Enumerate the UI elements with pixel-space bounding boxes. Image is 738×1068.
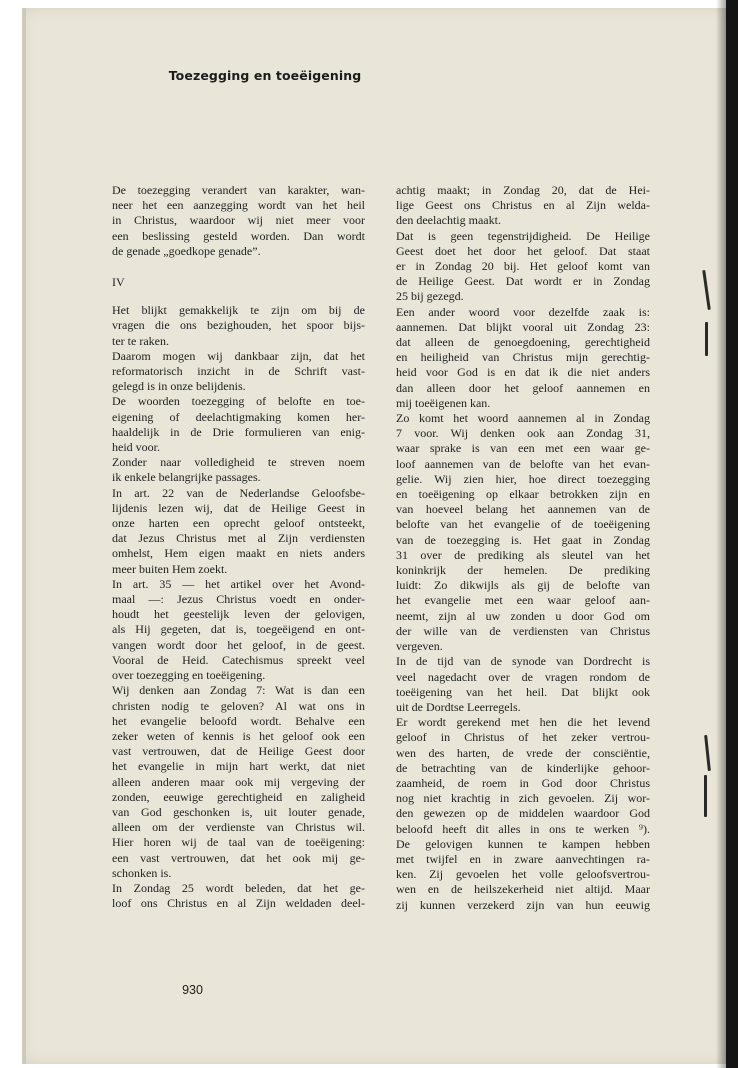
text-line: Dat is geen tegenstrijdigheid. De Heilige [396, 228, 650, 243]
binding-shadow [716, 0, 726, 1068]
text-line: reformatorisch inzicht in de Schrift vast- [112, 364, 365, 379]
text-line: de Heilige Geest. Dat wordt er in Zondag [396, 274, 650, 289]
text-line: zonden, eeuwige gerechtigheid en zaligheid [112, 789, 365, 804]
text-line: Het blijkt gemakkelijk te zijn om bij de [112, 303, 365, 318]
text-line: Er wordt gerekend met hen die het levend [396, 715, 650, 730]
text-line: er in Zondag 20 bij. Het geloof komt van [396, 259, 650, 274]
text-line: een vast vertrouwen, dat het ook mij ge- [112, 850, 365, 865]
text-line: koninkrijk der hemelen. De prediking [396, 563, 650, 578]
text-line: uit de Dordtse Leerregels. [396, 699, 521, 714]
binding-edge [726, 0, 738, 1068]
text-line: en toeëigening op elkaar betrokken zijn en [396, 487, 650, 502]
text-line: vragen die ons bezighouden, het spoor bijs- [112, 318, 365, 333]
text-line: loof aannemen van de belofte van het evan- [396, 456, 650, 471]
section-heading: IV [112, 275, 125, 290]
text-line: alleen om der verdienste van Christus wil. [112, 820, 365, 835]
text-line: Een ander woord voor dezelfde zaak is: [396, 304, 650, 319]
text-line: den deelachtig maakt. [396, 213, 501, 228]
text-line: zij kunnen verzekerd zijn van hun eeuwig [396, 897, 650, 912]
text-line: vangen wordt door het geloof, in de geest. [112, 637, 365, 652]
text-line: beloofd heeft dit alles in ons te werken ⁹). [396, 821, 650, 836]
text-line: zaamheid, de roem in God door Christus [396, 775, 650, 790]
text-line: van de toezegging is. Het gaat in Zondag [396, 532, 650, 547]
text-line: dat alleen de genoegdoening, gerechtigheid [396, 335, 650, 350]
text-line: eigening of deelachtigmaking komen her- [112, 409, 365, 424]
text-line: belofte van het evangelie of de toeëigening [396, 517, 650, 532]
text-line: lijdenis lezen wij, dat de Heilige Geest in [112, 500, 365, 515]
text-line: over toezegging en toeëigening. [112, 668, 266, 683]
text-line: Zonder naar volledigheid te streven noem [112, 455, 365, 470]
text-line: In art. 22 van de Nederlandse Geloofsbe- [112, 485, 365, 500]
text-line: toeëigening van het heil. Dat blijkt ook [396, 684, 650, 699]
margin-pencil-mark [704, 775, 707, 817]
text-line: Geest doet het door het geloof. Dat staat [396, 243, 650, 258]
margin-pencil-mark [705, 322, 708, 356]
text-line: meer buiten Hem zoekt. [112, 561, 228, 576]
text-line: Hier horen wij de taal van de toeëigening: [112, 835, 365, 850]
text-line: van hoeveel belang het aannemen van de [396, 502, 650, 517]
text-line: vergeven. [396, 639, 443, 654]
text-line: achtig maakt; in Zondag 20, dat de Hei- [396, 183, 650, 197]
text-line: lige Geest ons Christus en al Zijn welda- [396, 198, 650, 213]
text-line: Zo komt het woord aannemen al in Zondag [396, 411, 650, 426]
text-line: gelie. Wij zien hier, hoe direct toezegging [396, 471, 650, 486]
text-line: wen des harten, de vrede der consciëntie, [396, 745, 650, 760]
text-line: het evangelie in mijn hart werkt, dat niet [112, 759, 365, 774]
text-line: alleen anderen maar ook mij vergeving der [112, 774, 365, 789]
left-text-column [112, 183, 365, 911]
text-line: wen en de heilszekerheid niet altijd. Maar [396, 882, 650, 897]
text-line: zeker weten of kennis is het geloof ook een [112, 728, 365, 743]
running-head: Toezegging en toeëigening [168, 68, 362, 83]
text-line: geloof in Christus of het zeker vertrou- [396, 730, 650, 745]
text-line: 31 over de prediking als sleutel van het [396, 547, 650, 562]
right-text-column [396, 183, 650, 913]
text-line: christen nodig te geloven? Al wat ons in [112, 698, 365, 713]
text-line: omhelst, Hem eigen maakt en niets anders [112, 546, 365, 561]
text-line: In Zondag 25 wordt beleden, dat het ge- [112, 880, 365, 895]
text-line: het evangelie met een waar geloof aan- [396, 593, 650, 608]
text-line: mij toeëigenen kan. [396, 395, 491, 410]
text-line: veel nagedacht over de vragen rondom de [396, 669, 650, 684]
text-line: 25 bij gezegd. [396, 289, 464, 304]
text-line: een beslissing gesteld worden. Dan wordt [112, 228, 365, 243]
text-line: onze harten een oprecht geloof ontsteekt, [112, 516, 365, 531]
text-line: van God geschonken is, uit louter genade, [112, 804, 365, 819]
text-line: maal —: Jezus Christus voedt en onder- [112, 592, 365, 607]
text-line: heid voor. [112, 440, 160, 455]
text-line: en heiligheid van Christus mijn gerechtig- [396, 350, 650, 365]
text-line: het evangelie beloofd wordt. Behalve een [112, 713, 365, 728]
text-line: schonken is. [112, 865, 172, 880]
text-line: Wij denken aan Zondag 7: Wat is dan een [112, 683, 365, 698]
text-line: gelegd is in onze belijdenis. [112, 379, 246, 394]
text-line: ik enkele belangrijke passages. [112, 470, 261, 485]
text-line: neer het een aanzegging wordt van het heil [112, 198, 365, 213]
text-line: Daarom mogen wij dankbaar zijn, dat het [112, 348, 365, 363]
text-line: In art. 35 — het artikel over het Avond- [112, 576, 365, 591]
text-line: der wille van de verdiensten van Christus [396, 623, 650, 638]
text-line: haaldelijk in de Drie formulieren van enig- [112, 424, 365, 439]
text-line: ter te raken. [112, 333, 169, 348]
text-line: houdt het geestelijk leven der gelovigen, [112, 607, 365, 622]
text-line: loof ons Christus en al Zijn weldaden deel- [112, 896, 365, 911]
page-number: 930 [182, 983, 203, 997]
text-line: dat Jezus Christus met al Zijn verdiensten [112, 531, 365, 546]
text-line: de betrachting van de kinderlijke gehoor- [396, 760, 650, 775]
text-line: in Christus, waardoor wij niet meer voor [112, 213, 365, 228]
text-line: De gelovigen kunnen te kampen hebben [396, 836, 650, 851]
text-line: de genade „goedkope genade”. [112, 243, 261, 258]
text-line: Vooral de Heid. Catechismus spreekt veel [112, 652, 365, 667]
text-line: heid voor God is en dat ik die niet anders [396, 365, 650, 380]
text-line: met twijfel en in zware aanvechtingen ra- [396, 851, 650, 866]
text-line: den gewezen op de middelen waardoor God [396, 806, 650, 821]
text-line: waar sprake is van een met een waar ge- [396, 441, 650, 456]
text-line: aannemen. Dat blijkt vooral uit Zondag 23: [396, 319, 650, 334]
text-line: In de tijd van de synode van Dordrecht is [396, 654, 650, 669]
text-line: ken. Zij gevoelen het volle geloofsvertrou- [396, 867, 650, 882]
text-line: De toezegging verandert van karakter, wan- [112, 183, 365, 197]
text-line: De woorden toezegging of belofte en toe- [112, 394, 365, 409]
text-line: luidt: Zo dikwijls als gij de belofte van [396, 578, 650, 593]
text-line: vast vertrouwen, dat de Heilige Geest door [112, 744, 365, 759]
text-line: 7 voor. Wij denken ook aan Zondag 31, [396, 426, 650, 441]
text-line: nog niet krachtig in zich gevoelen. Zij wor- [396, 791, 650, 806]
text-line: dan alleen door het geloof aannemen en [396, 380, 650, 395]
paper-left-edge [22, 8, 26, 1064]
text-line: neemt, zijn al uw zonden u door God om [396, 608, 650, 623]
text-line: als Hij gegeten, dat is, toegeëigend en ont- [112, 622, 365, 637]
